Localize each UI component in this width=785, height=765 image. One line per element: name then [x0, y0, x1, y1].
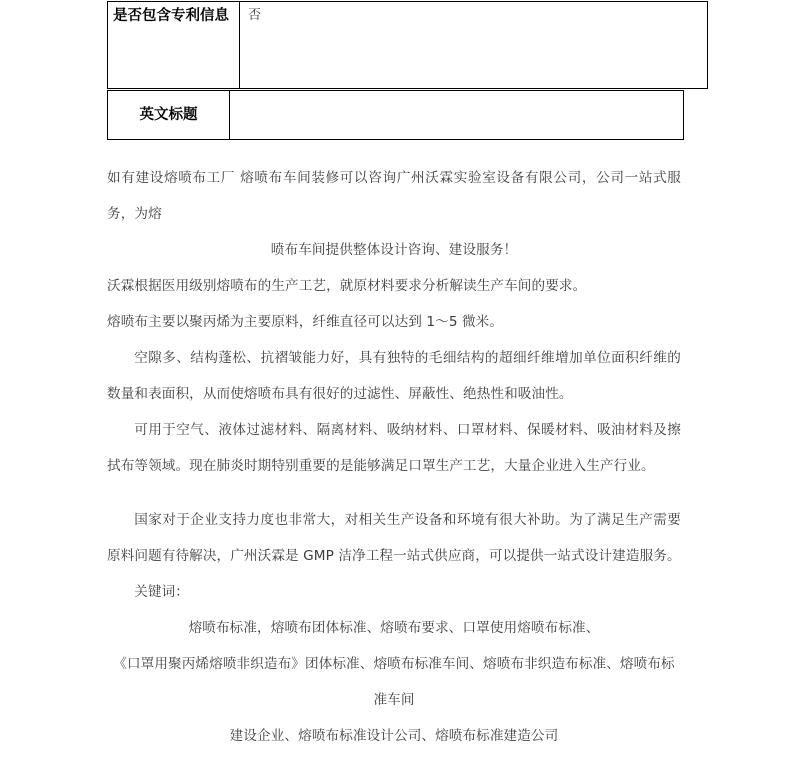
- paragraph-process: 沃霖根据医用级别熔喷布的生产工艺，就原材料要求分析解读生产车间的要求。: [107, 278, 587, 294]
- english-title-value-cell: [230, 91, 684, 140]
- keywords-line-3: 建设企业、熔喷布标准设计公司、熔喷布标准建造公司: [229, 728, 559, 744]
- paragraph-properties: 空隙多、结构蓬松、抗褶皱能力好，具有独特的毛细结构的超细纤维增加单位面积纤维的数量和表面积，从而使熔喷布具有很好的过滤性、屏蔽性、绝热性和吸油性。: [107, 350, 681, 402]
- paragraph-intro-head: 如有建设熔喷布工厂 熔喷布车间装修可以咨询广州沃霖实验室设备有限公司，公司一站式服务，为熔: [107, 170, 681, 222]
- english-title-label-cell: [108, 91, 230, 140]
- document-body: [107, 160, 681, 754]
- english-title-label: 英文标题: [139, 107, 198, 123]
- patent-info-label: 是否包含专利信息: [113, 8, 229, 24]
- english-title-table: [107, 90, 684, 140]
- paragraph-intro-tail: 喷布车间提供整体设计咨询、建设服务！: [270, 242, 518, 258]
- table-row: [108, 2, 708, 89]
- patent-info-label-cell: [108, 2, 240, 89]
- paragraph-policy: 国家对于企业支持力度也非常大，对相关生产设备和环境有很大补助。为了满足生产需要原料问题有待解决，广州沃霖是 GMP 洁净工程一站式供应商，可以提供一站式设计建造服务。: [107, 512, 681, 564]
- keywords-line-2: 《口罩用聚丙烯熔喷非织造布》团体标准、熔喷布标准车间、熔喷布非织造布标准、熔喷布标准车间: [113, 656, 675, 708]
- keywords-line-1: 熔喷布标准，熔喷布团体标准、熔喷布要求、口罩使用熔喷布标准、: [188, 620, 600, 636]
- paragraph-keywords-label: 关键词：: [134, 584, 189, 600]
- paragraph-gap: [107, 484, 681, 502]
- patent-info-value-cell: [240, 2, 708, 89]
- paragraph-intro: [107, 160, 681, 268]
- patent-info-table: [107, 1, 708, 89]
- paragraph-material: 熔喷布主要以聚丙烯为主要原料，纤维直径可以达到 1～5 微米。: [107, 314, 504, 330]
- paragraph-applications: 可用于空气、液体过滤材料、隔离材料、吸纳材料、口罩材料、保暖材料、吸油材料及擦拭布等领域。现在肺炎时期特别重要的是能够满足口罩生产工艺，大量企业进入生产行业。: [107, 422, 681, 474]
- table-row: [108, 91, 684, 140]
- patent-info-value: 否: [248, 8, 262, 23]
